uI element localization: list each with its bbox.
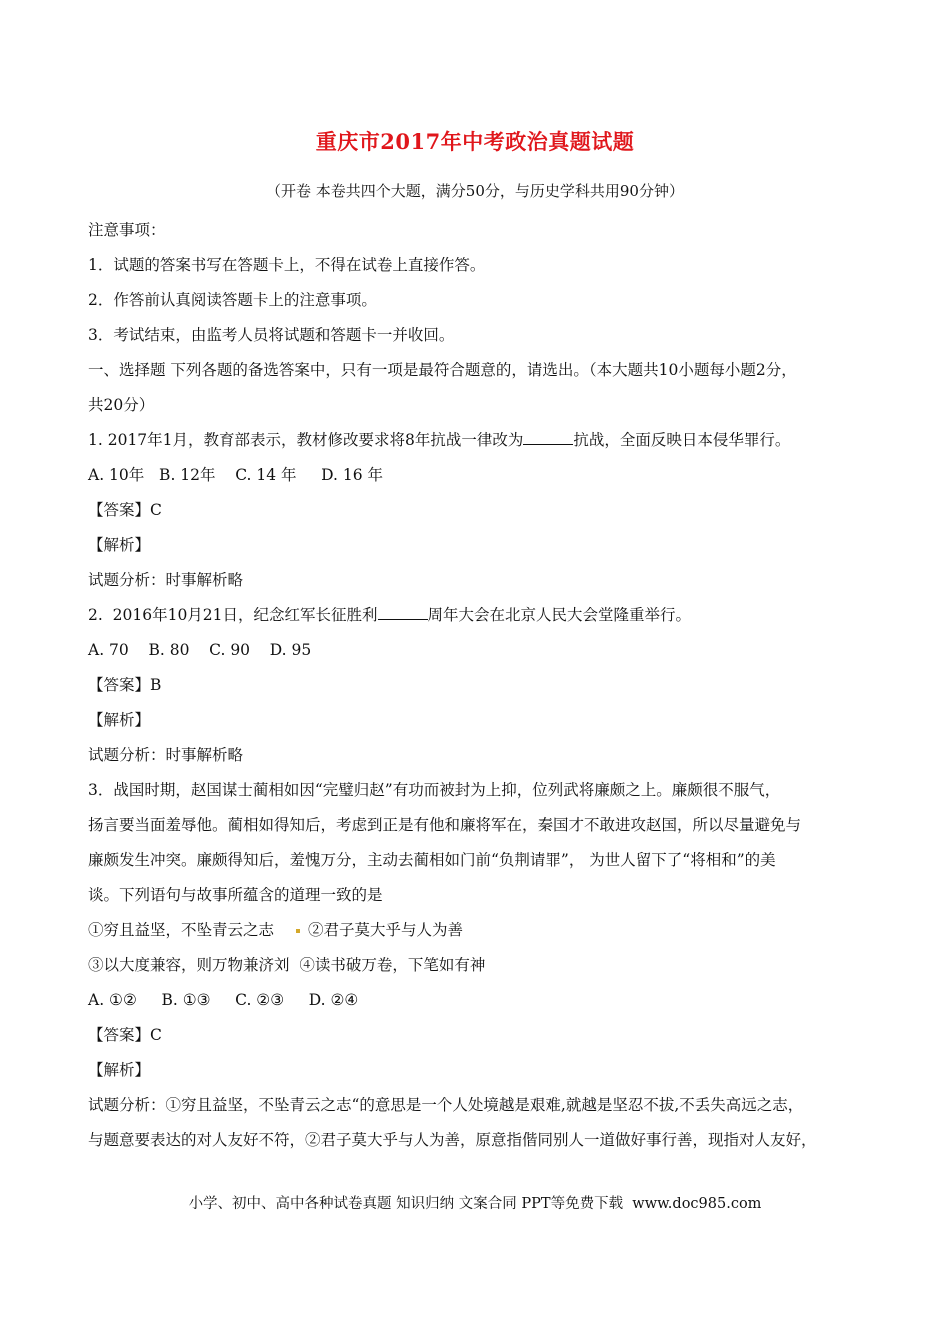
question-2-stem-b: 周年大会在北京人民大会堂隆重举行。	[427, 606, 692, 624]
answer-blank	[523, 430, 573, 445]
question-3-stem-line: 廉颇发生冲突。廉颇得知后，羞愧万分，主动去蔺相如门前“负荆请罪”， 为世人留下了“将相和”的美	[88, 851, 776, 869]
question-2-answer: 【答案】B	[88, 676, 162, 694]
question-1-options: A. 10年 B. 12年 C. 14 年 D. 16 年	[88, 466, 384, 484]
question-2-options: A. 70 B. 80 C. 90 D. 95	[88, 641, 312, 659]
notice-heading: 注意事项：	[88, 221, 166, 239]
question-2-stem-a: 2. 2016年10月21日，纪念红军长征胜利	[88, 606, 378, 624]
question-1-stem	[88, 423, 868, 458]
question-3-options: A. ①② B. ①③ C. ②③ D. ②④	[88, 991, 359, 1009]
question-3-stem-line: 3．战国时期，赵国谋士蔺相如因“完璧归赵”有功而被封为上抑，位列武将廉颇之上。廉颇很不服气，	[88, 781, 781, 799]
question-3-choices-12	[88, 913, 868, 948]
question-3-analysis-line: 与题意要表达的对人友好不符，②君子莫大乎与人为善，原意指偕同别人一道做好事行善，现指对人友好，	[88, 1131, 817, 1149]
section-heading-cont: 共20分）	[88, 396, 155, 414]
choice-1: ①穷且益坚，不坠青云之志	[88, 921, 275, 939]
answer-blank	[378, 605, 428, 620]
question-1-stem-a: 1. 2017年1月，教育部表示，教材修改要求将8年抗战一律改为	[88, 431, 524, 449]
page-footer: 小学、初中、高中各种试卷真题 知识归纳 文案合同 PPT等免费下载 www.doc985.com	[188, 1196, 762, 1212]
page-title: 重庆市2017年中考政治真题试题	[315, 129, 635, 154]
question-3-stem-line: 谈。下列语句与故事所蕴含的道理一致的是	[88, 886, 383, 904]
exam-body	[88, 213, 868, 1158]
section-heading: 一、选择题 下列各题的备选答案中，只有一项是最符合题意的，请选出。（本大题共10小题每小题2分，	[88, 361, 797, 379]
stray-mark	[296, 929, 300, 933]
question-2-stem	[88, 598, 868, 633]
question-1-stem-b: 抗战，全面反映日本侵华罪行。	[573, 431, 791, 449]
exam-subtitle: （开卷 本卷共四个大题，满分50分，与历史学科共用90分钟）	[266, 182, 684, 200]
notice-item: 1．试题的答案书写在答题卡上，不得在试卷上直接作答。	[88, 256, 486, 274]
question-2-analysis-label: 【解析】	[88, 711, 151, 729]
notice-item: 2．作答前认真阅读答题卡上的注意事项。	[88, 291, 377, 309]
choice-2: ②君子莫大乎与人为善	[308, 921, 464, 939]
question-1-analysis: 试题分析：时事解析略	[88, 571, 244, 589]
question-3-stem-line: 扬言要当面羞辱他。蔺相如得知后，考虑到正是有他和廉将军在，秦国才不敢进攻赵国，所以尽量避免与	[88, 816, 802, 834]
question-3-analysis-line: 试题分析：①穷且益坚，不坠青云之志“的意思是一个人处境越是艰难,就越是坚忍不拔,不丢失高远之志，	[88, 1096, 804, 1114]
question-1-answer: 【答案】C	[88, 501, 162, 519]
question-1-analysis-label: 【解析】	[88, 536, 151, 554]
notice-item: 3．考试结束，由监考人员将试题和答题卡一并收回。	[88, 326, 455, 344]
question-3-choices-34: ③以大度兼容，则万物兼济刘 ④读书破万卷，下笔如有神	[88, 956, 486, 974]
question-2-analysis: 试题分析：时事解析略	[88, 746, 244, 764]
question-3-answer: 【答案】C	[88, 1026, 162, 1044]
question-3-analysis-label: 【解析】	[88, 1061, 151, 1079]
